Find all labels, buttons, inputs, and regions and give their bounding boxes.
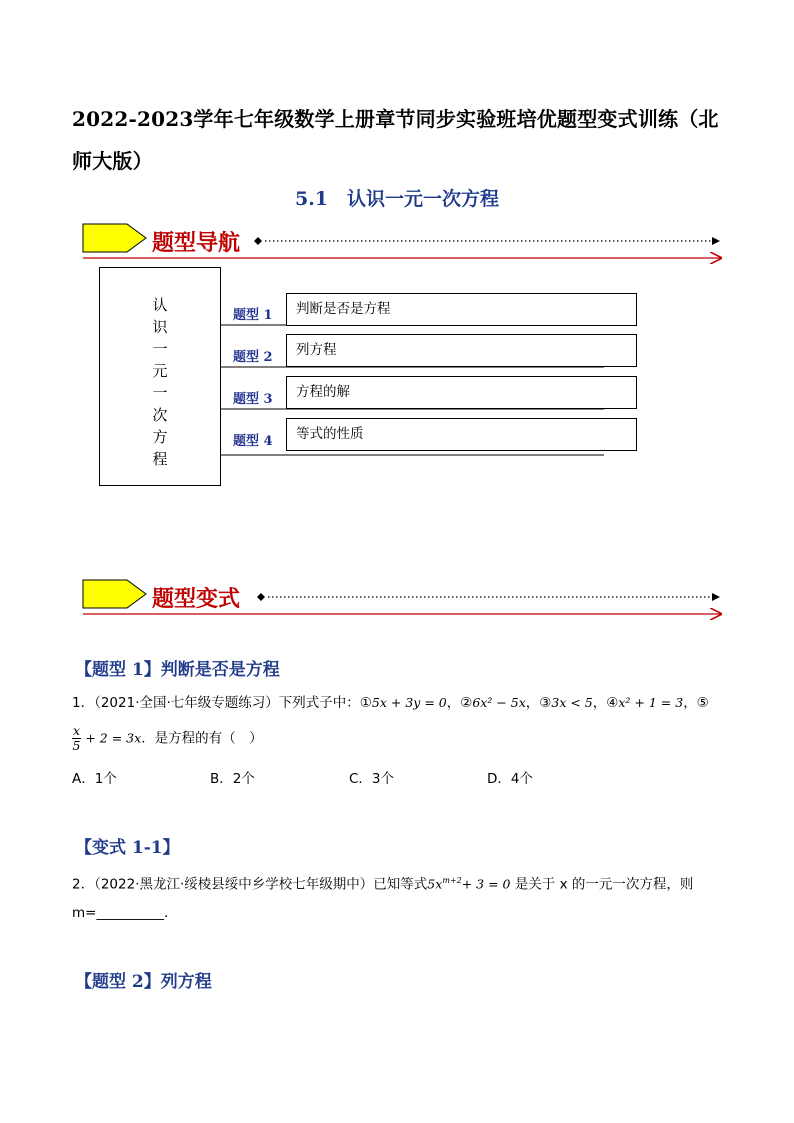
nav-box-char: 认	[152, 296, 168, 314]
nav-box-char: 一	[152, 340, 168, 358]
type-label-2: 题型 2	[233, 350, 273, 365]
nav-box-char: 方	[152, 428, 168, 446]
yellow-arrow-icon	[83, 224, 146, 252]
arrowhead-icon	[712, 237, 720, 245]
diamond-icon	[257, 593, 265, 601]
type-box-1: 判断是否是方程	[286, 293, 637, 326]
nav-box-char: 一	[152, 384, 168, 402]
type-box-3: 方程的解	[286, 376, 637, 409]
section-heading-type1: 【题型 1】判断是否是方程	[75, 660, 280, 680]
arrowhead-icon	[712, 593, 720, 601]
nav-box-char: 识	[152, 318, 168, 336]
nav-box	[99, 267, 221, 486]
banner-variant-label: 题型变式	[152, 586, 241, 612]
section-heading-variant1-1: 【变式 1-1】	[75, 838, 180, 858]
option-a: A．1个	[72, 771, 117, 787]
document-title: 2022-2023学年七年级数学上册章节同步实验班培优题型变式训练（北师大版）	[72, 107, 719, 173]
nav-box-char: 元	[152, 362, 168, 380]
type-label-3: 题型 3	[233, 392, 273, 407]
option-d: D．4个	[487, 771, 533, 787]
nav-box-label	[100, 294, 220, 470]
fraction: $\frac{x}{5}$	[72, 723, 81, 753]
yellow-arrow-icon	[83, 580, 146, 608]
question-number: 1．	[72, 695, 95, 711]
diamond-icon	[254, 237, 262, 245]
type-box-2: 列方程	[286, 334, 637, 367]
banner-nav-label: 题型导航	[152, 230, 241, 256]
type-label-1: 题型 1	[233, 308, 273, 323]
section-subtitle: 5.1 认识一元一次方程	[294, 188, 500, 210]
option-c: C．3个	[349, 771, 395, 787]
question-number: 2．	[72, 876, 95, 893]
section-heading-type2: 【题型 2】列方程	[75, 972, 212, 992]
nav-box-char: 次	[152, 406, 168, 424]
question-2-line2: m=__________．	[72, 905, 178, 921]
type-box-4: 等式的性质	[286, 418, 637, 451]
type-label-4: 题型 4	[233, 434, 273, 449]
option-b: B．2个	[210, 771, 255, 787]
question-1-line2: $\frac{x}{5}$ + 2 = 3x．是方程的有（ ）	[72, 723, 263, 753]
question-2-line1: 2．（2022·黑龙江·绥棱县绥中乡学校七年级期中）已知等式$5x^{m+2}+ 3 = 0$ 是关于 x 的一元一次方程，则	[72, 876, 694, 893]
nav-box-char: 程	[152, 450, 168, 468]
question-1-line1: 1．（2021·全国·七年级专题练习）下列式子中：①5x + 3y = 0，②6x² − 5x，③3x < 5，④x² + 1 = 3，⑤	[72, 695, 709, 711]
